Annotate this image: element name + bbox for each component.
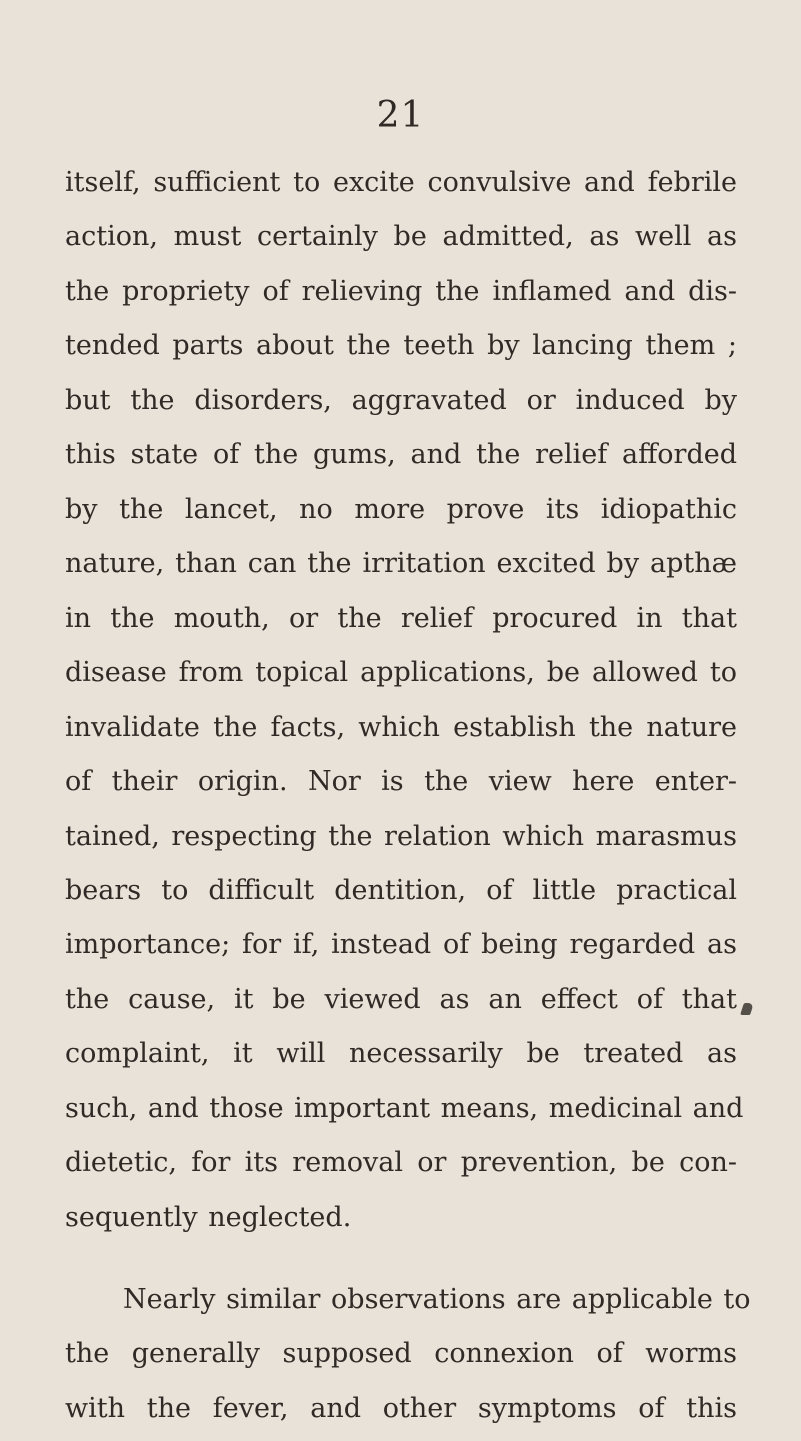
text-line: this state of the gums, and the relief afforded [65,439,737,471]
text-line: disease from topical applications, be allowed to [65,657,737,689]
text-line: in the mouth, or the relief procured in that [65,602,737,634]
text-line: sequently neglected. [65,1201,352,1233]
text-line: bears to difficult dentition, of little practical [65,875,737,906]
page-number: 21 [376,95,425,136]
ink-speck [740,1003,754,1015]
text-line: the generally supposed connexion of worms [65,1338,737,1370]
text-line: such, and those important means, medicinal and [65,1092,744,1124]
text-line: nature, than can the irritation excited by apthæ [65,548,737,580]
text-line: action, must certainly be admitted, as well as [65,221,737,253]
text-line: dietetic, for its removal or prevention, be con- [65,1147,737,1179]
text-line: importance; for if, instead of being regarded as [65,929,737,961]
text-line: Nearly similar observations are applicable to [123,1283,751,1315]
text-line: of their origin. Nor is the view here enter- [65,766,737,798]
text-line: invalidate the facts, which establish the nature [65,711,737,743]
text-line: itself, sufficient to excite convulsive and febrile [65,167,737,198]
text-line: tained, respecting the relation which marasmus [65,820,737,852]
text-line: the cause, it be viewed as an effect of that [65,983,737,1015]
text-line: tended parts about the teeth by lancing them ; [65,330,737,362]
text-line: but the disorders, aggravated or induced by [65,384,737,416]
text-line: complaint, it will necessarily be treated as [65,1038,737,1070]
text-line: with the fever, and other symptoms of this [65,1392,737,1424]
text-line: the propriety of relieving the inflamed and dis- [65,275,737,307]
text-line: by the lancet, no more prove its idiopathic [65,493,737,525]
